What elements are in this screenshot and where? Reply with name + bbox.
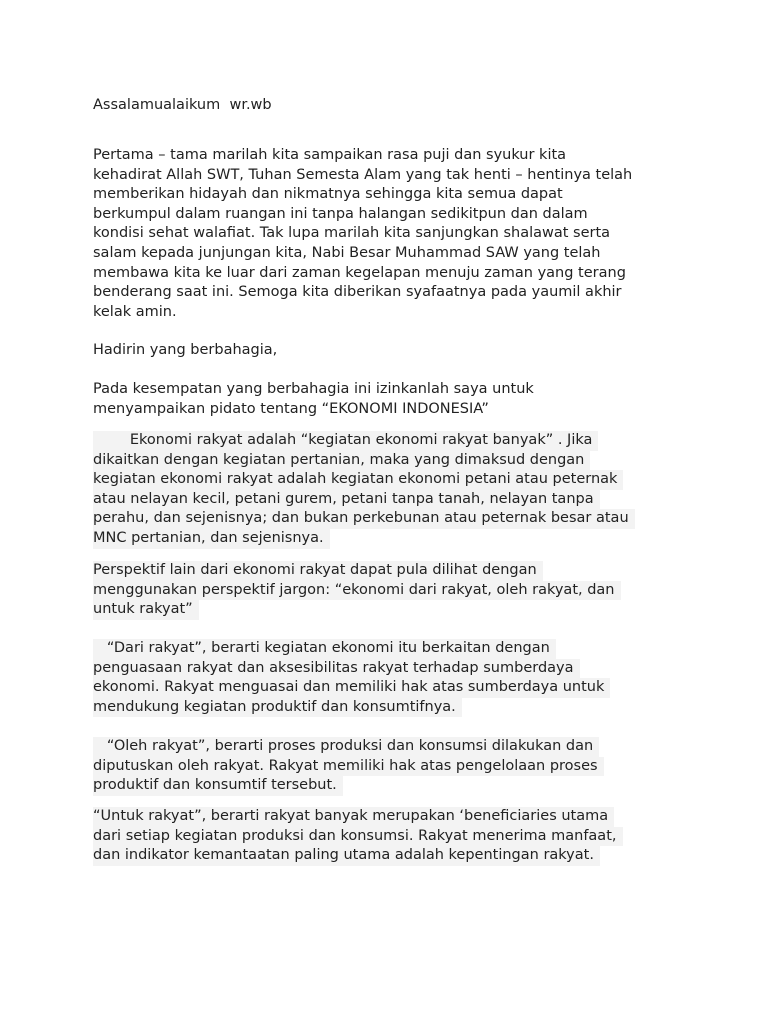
definition-line: dikaitkan dengan kegiatan pertanian, maka yang dimaksud dengan: [93, 451, 590, 471]
perspective-line: untuk rakyat”: [93, 600, 199, 620]
definition-line: Ekonomi rakyat adalah “kegiatan ekonomi rakyat banyak” . Jika: [93, 431, 598, 451]
opening-line: membawa kita ke luar dari zaman kegelapan menuju zaman yang terang: [93, 264, 626, 281]
perspective-paragraph: [93, 561, 683, 620]
intro-paragraph: [93, 380, 683, 419]
definition-line: atau nelayan kecil, petani gurem, petani tanpa tanah, nelayan tanpa: [93, 490, 600, 510]
intro-line: Pada kesempatan yang berbahagia ini izinkanlah saya untuk: [93, 381, 534, 397]
dari-rakyat-line: “Dari rakyat”, berarti kegiatan ekonomi itu berkaitan dengan: [93, 639, 556, 659]
opening-line: kondisi sehat walafiat. Tak lupa marilah kita sanjungkan shalawat serta: [93, 225, 611, 242]
oleh-rakyat-line: produktif dan konsumtif tersebut.: [93, 776, 343, 796]
address-line: Hadirin yang berbahagia,: [93, 342, 278, 358]
definition-line: MNC pertanian, dan sejenisnya.: [93, 529, 330, 549]
oleh-rakyat-line: diputuskan oleh rakyat. Rakyat memiliki hak atas pengelolaan proses: [93, 757, 604, 777]
intro-line: menyampaikan pidato tentang “EKONOMI INDONESIA”: [93, 400, 489, 417]
opening-line: memberikan hidayah dan nikmatnya sehingga kita semua dapat: [93, 186, 563, 203]
dari-rakyat-paragraph: [93, 639, 683, 717]
greeting: [93, 96, 683, 116]
untuk-rakyat-line: dan indikator kemantaatan paling utama adalah kepentingan rakyat.: [93, 846, 600, 866]
untuk-rakyat-paragraph: [93, 807, 683, 866]
opening-line: Pertama – tama marilah kita sampaikan rasa puji dan syukur kita: [93, 147, 567, 163]
greeting-line: Assalamualaikum wr.wb: [93, 97, 272, 113]
perspective-line: Perspektif lain dari ekonomi rakyat dapat pula dilihat dengan: [93, 561, 543, 581]
opening-line: kelak amin.: [93, 303, 177, 320]
opening-line: berkumpul dalam ruangan ini tanpa halangan sedikitpun dan dalam: [93, 205, 588, 222]
untuk-rakyat-line: dari setiap kegiatan produksi dan konsumsi. Rakyat menerima manfaat,: [93, 827, 623, 847]
oleh-rakyat-line: “Oleh rakyat”, berarti proses produksi dan konsumsi dilakukan dan: [93, 737, 599, 757]
opening-line: kehadirat Allah SWT, Tuhan Semesta Alam yang tak henti – hentinya telah: [93, 166, 633, 183]
definition-line: kegiatan ekonomi rakyat adalah kegiatan ekonomi petani atau peternak: [93, 470, 623, 490]
oleh-rakyat-paragraph: [93, 737, 683, 796]
dari-rakyat-line: penguasaan rakyat dan aksesibilitas rakyat terhadap sumberdaya: [93, 659, 580, 679]
untuk-rakyat-line: “Untuk rakyat”, berarti rakyat banyak merupakan ‘beneficiaries utama: [93, 807, 614, 827]
definition-line: perahu, dan sejenisnya; dan bukan perkebunan atau peternak besar atau: [93, 509, 635, 529]
definition-paragraph: [93, 431, 683, 549]
perspective-line: menggunakan perspektif jargon: “ekonomi dari rakyat, oleh rakyat, dan: [93, 581, 621, 601]
opening-line: salam kepada junjungan kita, Nabi Besar Muhammad SAW yang telah: [93, 244, 601, 261]
address-paragraph: [93, 341, 683, 361]
opening-paragraph: [93, 146, 683, 322]
dari-rakyat-line: ekonomi. Rakyat menguasai dan memiliki hak atas sumberdaya untuk: [93, 678, 610, 698]
dari-rakyat-line: mendukung kegiatan produktif dan konsumtifnya.: [93, 698, 462, 718]
opening-line: benderang saat ini. Semoga kita diberikan syafaatnya pada yaumil akhir: [93, 284, 622, 301]
